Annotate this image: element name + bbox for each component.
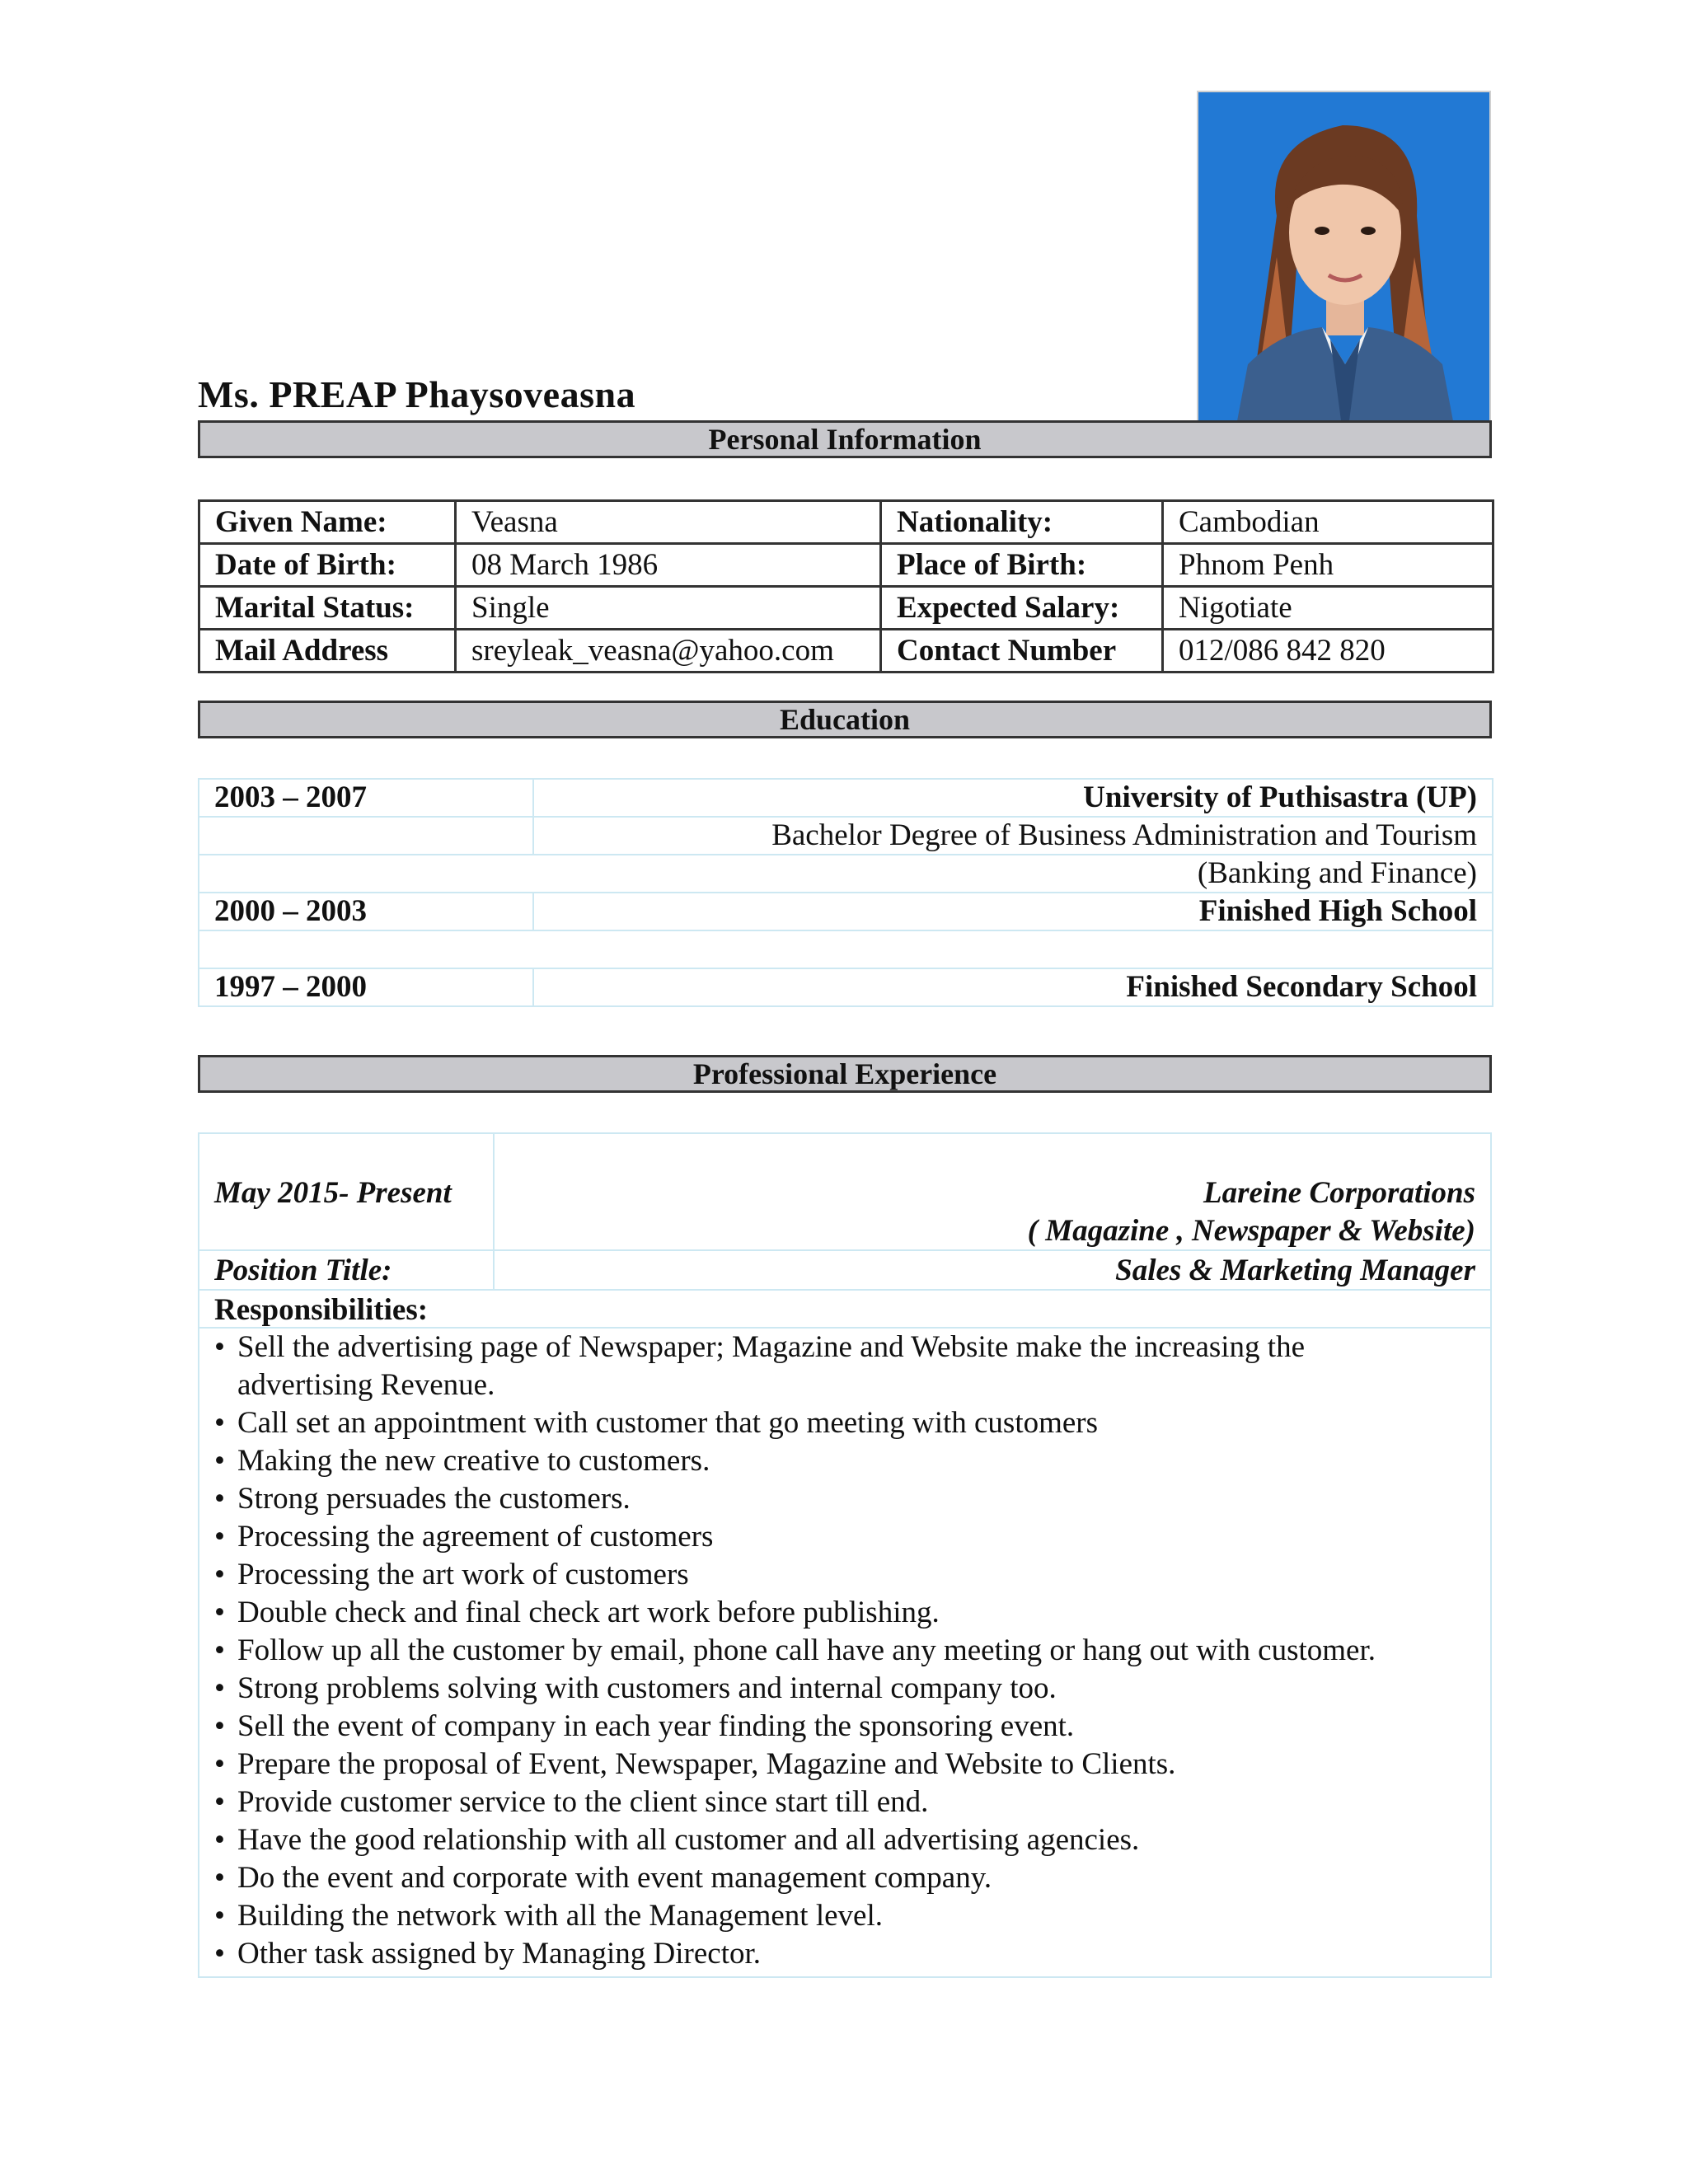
nationality-label: Nationality: <box>881 501 1163 544</box>
bullet-icon: • <box>214 1747 225 1781</box>
list-item <box>213 1594 1477 1632</box>
list-item-text: advertising Revenue. <box>237 1368 495 1402</box>
bullet-icon: • <box>214 1709 225 1743</box>
bullet-icon: • <box>214 1520 225 1554</box>
list-item-text: Sell the event of company in each year finding the sponsoring event. <box>237 1709 1075 1743</box>
position-title-label: Position Title: <box>214 1254 392 1287</box>
place-of-birth-value: Phnom Penh <box>1163 544 1493 587</box>
list-item-text: Provide customer service to the client since start till end. <box>237 1785 929 1819</box>
contact-number-label: Contact Number <box>881 630 1163 673</box>
given-name-value: Veasna <box>456 501 881 544</box>
bullet-icon: • <box>214 1899 225 1933</box>
place-of-birth-label: Place of Birth: <box>881 544 1163 587</box>
list-item <box>213 1746 1477 1783</box>
bullet-icon: • <box>214 1406 225 1440</box>
position-title: Sales & Marketing Manager <box>1115 1254 1475 1287</box>
table-row <box>199 544 1493 587</box>
personal-info-table <box>198 499 1494 673</box>
mail-address-label: Mail Address <box>199 630 456 673</box>
list-item <box>213 1518 1477 1556</box>
responsibilities-list <box>213 1329 1477 1973</box>
bullet-icon: • <box>214 1444 225 1478</box>
list-item-text: Prepare the proposal of Event, Newspaper, Magazine and Website to Clients. <box>237 1747 1176 1781</box>
table-row <box>199 817 1493 855</box>
list-item-text: Strong persuades the customers. <box>237 1482 631 1516</box>
list-item <box>213 1442 1477 1480</box>
list-item-text: Other task assigned by Managing Director. <box>237 1937 762 1971</box>
table-row <box>199 501 1493 544</box>
employment-period: May 2015- Present <box>214 1176 452 1210</box>
expected-salary-label: Expected Salary: <box>881 587 1163 630</box>
list-item-text: Strong problems solving with customers and internal company too. <box>237 1671 1057 1705</box>
list-item <box>213 1670 1477 1708</box>
table-row <box>199 930 1493 968</box>
personal-information-heading: Personal Information <box>198 420 1492 458</box>
table-row <box>199 630 1493 673</box>
list-item <box>213 1935 1477 1973</box>
bullet-icon: • <box>214 1330 225 1364</box>
bullet-icon: • <box>214 1596 225 1629</box>
list-item-text: Double check and final check art work before publishing. <box>237 1596 940 1629</box>
table-row <box>199 779 1493 817</box>
list-item-text: Making the new creative to customers. <box>237 1444 710 1478</box>
experience-block <box>198 1132 1492 1978</box>
list-item <box>213 1366 1477 1404</box>
bullet-icon: • <box>214 1633 225 1667</box>
education-school: University of Puthisastra (UP) <box>533 779 1493 817</box>
mail-address-value: sreyleak_veasna@yahoo.com <box>456 630 881 673</box>
bullet-icon: • <box>214 1785 225 1819</box>
table-row <box>199 893 1493 930</box>
education-years: 2003 – 2007 <box>199 779 533 817</box>
table-row <box>199 855 1493 893</box>
education-years: 1997 – 2000 <box>199 968 533 1006</box>
education-degree: Bachelor Degree of Business Administration and Tourism <box>533 817 1493 855</box>
date-of-birth-label: Date of Birth: <box>199 544 456 587</box>
education-major: (Banking and Finance) <box>199 855 1493 893</box>
marital-status-value: Single <box>456 587 881 630</box>
education-years-empty <box>199 817 533 855</box>
table-row <box>199 587 1493 630</box>
professional-experience-heading: Professional Experience <box>198 1055 1492 1093</box>
list-item <box>213 1859 1477 1897</box>
education-school: Finished Secondary School <box>533 968 1493 1006</box>
list-item <box>213 1897 1477 1935</box>
list-item <box>213 1480 1477 1518</box>
education-school: Finished High School <box>533 893 1493 930</box>
list-item-text: Sell the advertising page of Newspaper; Magazine and Website make the increasing the <box>237 1330 1305 1364</box>
list-item-text: Do the event and corporate with event management company. <box>237 1861 992 1895</box>
list-item <box>213 1708 1477 1746</box>
list-item-text: Call set an appointment with customer that go meeting with customers <box>237 1406 1099 1440</box>
list-item <box>213 1329 1477 1366</box>
bullet-icon: • <box>214 1482 225 1516</box>
candidate-name: Ms. PREAP Phaysoveasna <box>198 373 636 415</box>
company-description: ( Magazine , Newspaper & Website) <box>1027 1214 1475 1248</box>
profile-photo <box>1197 91 1491 453</box>
company-name: Lareine Corporations <box>1203 1176 1475 1210</box>
list-item-text: Processing the art work of customers <box>237 1558 689 1591</box>
responsibilities-label: Responsibilities: <box>214 1293 429 1327</box>
portrait-illustration <box>1198 92 1489 452</box>
list-item <box>213 1821 1477 1859</box>
bullet-icon: • <box>214 1671 225 1705</box>
bullet-icon: • <box>214 1558 225 1591</box>
list-item <box>213 1404 1477 1442</box>
list-item-text: Follow up all the customer by email, phone call have any meeting or hang out with customer. <box>237 1633 1376 1667</box>
list-item <box>213 1783 1477 1821</box>
education-table <box>198 778 1493 1007</box>
table-row <box>199 968 1493 1006</box>
given-name-label: Given Name: <box>199 501 456 544</box>
list-item-text: Building the network with all the Management level. <box>237 1899 883 1933</box>
expected-salary-value: Nigotiate <box>1163 587 1493 630</box>
bullet-icon: • <box>214 1861 225 1895</box>
list-item <box>213 1556 1477 1594</box>
education-heading: Education <box>198 701 1492 738</box>
list-item-text: Processing the agreement of customers <box>237 1520 714 1554</box>
list-item-text: Have the good relationship with all customer and all advertising agencies. <box>237 1823 1140 1857</box>
education-spacer-row <box>199 930 1493 968</box>
list-item <box>213 1632 1477 1670</box>
nationality-value: Cambodian <box>1163 501 1493 544</box>
marital-status-label: Marital Status: <box>199 587 456 630</box>
bullet-icon: • <box>214 1937 225 1971</box>
contact-number-value: 012/086 842 820 <box>1163 630 1493 673</box>
bullet-icon: • <box>214 1823 225 1857</box>
education-years: 2000 – 2003 <box>199 893 533 930</box>
date-of-birth-value: 08 March 1986 <box>456 544 881 587</box>
